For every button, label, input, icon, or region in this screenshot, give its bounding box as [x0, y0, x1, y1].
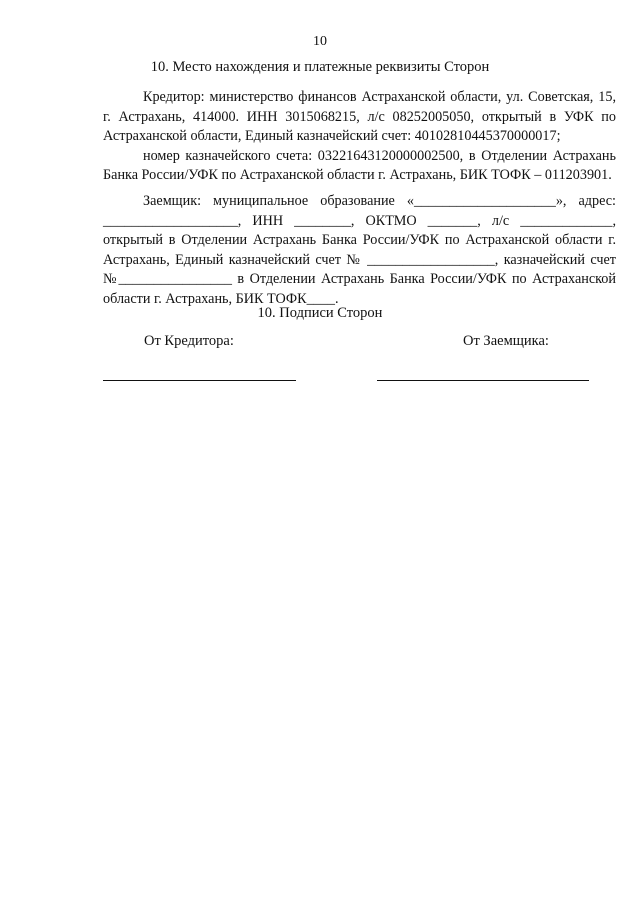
creditor-requisites	[103, 88, 616, 186]
borrower-paragraph: Заемщик: муниципальное образование «____________________», адрес: ___________________, ИНН ________, ОКТМО _______, л/с _____________, открытый в Отделении Астрахань Банка России/УФК по Астраханской области г. Астрахань, Единый казначейский счет № __________________, казначейский счет №________________ в Отделении Астрахань Банка России/УФК по Астраханской области г. Астрахань, БИК ТОФК____.	[103, 193, 616, 307]
page-number: 10	[313, 34, 327, 49]
borrower-requisites	[103, 192, 616, 310]
borrower-signature-line	[377, 380, 589, 381]
creditor-signature-label: От Кредитора:	[144, 333, 234, 349]
creditor-signature-line	[103, 380, 296, 381]
borrower-signature-label: От Заемщика:	[463, 333, 549, 349]
signatures-section-title: 10. Подписи Сторон	[257, 305, 383, 321]
creditor-paragraph: Кредитор: министерство финансов Астраханской области, ул. Советская, 15, г. Астрахань, 414000. ИНН 3015068215, л/с 08252005050, открытый в УФК по Астраханской области, Единый казначейский счет: 40102810445370000017;	[103, 89, 616, 145]
treasury-account-paragraph: номер казначейского счета: 03221643120000002500, в Отделении Астрахань Банка России/УФК по Астраханской области г. Астрахань, БИК ТОФК – 011203901.	[103, 147, 616, 184]
requisites-section-title: 10. Место нахождения и платежные реквизиты Сторон	[150, 59, 490, 75]
